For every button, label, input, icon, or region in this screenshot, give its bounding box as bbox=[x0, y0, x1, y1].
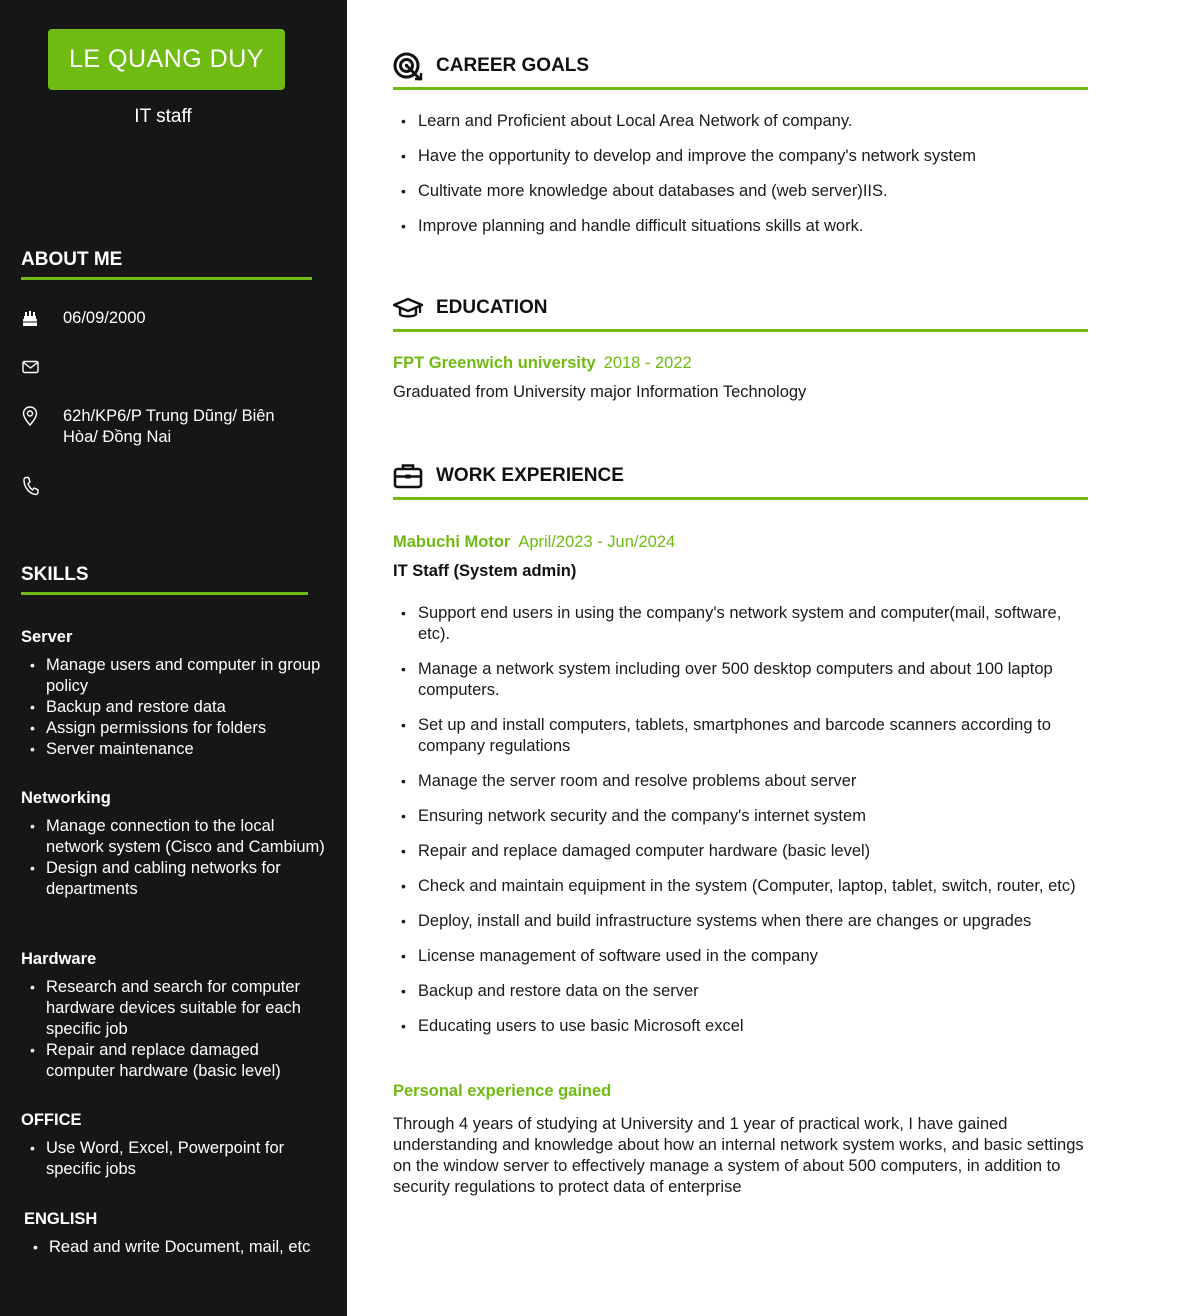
career-goals-header bbox=[393, 44, 1088, 90]
skill-group-title: Hardware bbox=[21, 950, 97, 968]
school-name: FPT Greenwich university bbox=[393, 354, 596, 372]
skills-heading: SKILLS bbox=[21, 564, 89, 585]
skill-item: • Manage users and computer in group policy bbox=[30, 655, 331, 697]
career-goals-title: CAREER GOALS bbox=[436, 54, 590, 76]
education-header bbox=[393, 286, 1088, 332]
cake-icon bbox=[21, 308, 39, 328]
list-item: • Deploy, install and build infrastructure systems when there are changes or upgrades bbox=[401, 911, 1091, 932]
list-item: • Ensuring network security and the company's internet system bbox=[401, 806, 1091, 827]
skill-group-hardware bbox=[21, 949, 331, 1082]
skill-item: • Research and search for computer hardware devices suitable for each specific job bbox=[30, 977, 331, 1040]
graduation-cap-icon bbox=[393, 293, 423, 323]
list-item: • Support end users in using the company's network system and computer(mail, software, etc). bbox=[401, 603, 1091, 645]
list-item: • Improve planning and handle difficult situations skills at work. bbox=[401, 216, 1091, 237]
skill-item: • Read and write Document, mail, etc bbox=[33, 1237, 334, 1258]
list-item: • Educating users to use basic Microsoft excel bbox=[401, 1016, 1091, 1037]
phone-row bbox=[21, 476, 321, 496]
mail-icon bbox=[21, 357, 39, 377]
birthday-text: 06/09/2000 bbox=[63, 309, 146, 327]
birthday-row bbox=[21, 308, 321, 329]
about-divider bbox=[21, 277, 312, 280]
experience-gained-text: Through 4 years of studying at University and 1 year of practical work, I have gained understanding and knowledge about how an internal network system works, and basic settings on the window server to effectively manage a system of about 500 computers, in addition to security regulations to protect data of enterprise bbox=[393, 1115, 1084, 1196]
job-role: IT staff bbox=[134, 106, 192, 127]
skill-item: • Repair and replace damaged computer hardware (basic level) bbox=[30, 1040, 331, 1082]
address-text: 62h/KP6/P Trung Dũng/ Biên Hòa/ Đồng Nai bbox=[63, 407, 275, 446]
list-item: • Manage the server room and resolve problems about server bbox=[401, 771, 1091, 792]
list-item: • Have the opportunity to develop and improve the company's network system bbox=[401, 146, 1091, 167]
skill-item: • Manage connection to the local network system (Cisco and Cambium) bbox=[30, 816, 331, 858]
list-item: • Check and maintain equipment in the system (Computer, laptop, tablet, switch, router, etc) bbox=[401, 876, 1091, 897]
skill-group-title: Networking bbox=[21, 789, 111, 807]
school-line bbox=[393, 354, 692, 373]
about-heading: ABOUT ME bbox=[21, 249, 123, 270]
briefcase-icon bbox=[393, 461, 423, 491]
skill-group-networking bbox=[21, 788, 331, 900]
skill-item: • Backup and restore data bbox=[30, 697, 331, 718]
list-item: • License management of software used in the company bbox=[401, 946, 1091, 967]
skill-group-title: Server bbox=[21, 628, 73, 646]
skill-item: • Use Word, Excel, Powerpoint for specific jobs bbox=[30, 1138, 331, 1180]
education-title: EDUCATION bbox=[436, 296, 548, 318]
list-item: • Learn and Proficient about Local Area Network of company. bbox=[401, 111, 1091, 132]
education-description: Graduated from University major Information Technology bbox=[393, 383, 807, 401]
job-position: IT Staff (System admin) bbox=[393, 562, 577, 580]
sidebar bbox=[0, 0, 347, 1316]
location-pin-icon bbox=[21, 406, 39, 426]
list-item: • Cultivate more knowledge about databases and (web server)IIS. bbox=[401, 181, 1091, 202]
school-years: 2018 - 2022 bbox=[603, 354, 692, 372]
skill-group-title: OFFICE bbox=[21, 1111, 82, 1129]
list-item: • Set up and install computers, tablets, smartphones and barcode scanners according to company regulations bbox=[401, 715, 1091, 757]
skill-item: • Server maintenance bbox=[30, 739, 331, 760]
work-experience-header bbox=[393, 454, 1088, 500]
experience-gained-title: Personal experience gained bbox=[393, 1082, 612, 1100]
skill-group-office bbox=[21, 1110, 331, 1180]
work-period: April/2023 - Jun/2024 bbox=[518, 533, 676, 551]
skill-group-server bbox=[21, 627, 331, 760]
name-banner: LE QUANG DUY bbox=[48, 29, 285, 90]
address-row bbox=[21, 406, 321, 448]
list-item: • Backup and restore data on the server bbox=[401, 981, 1091, 1002]
company-name: Mabuchi Motor bbox=[393, 533, 511, 551]
work-duties-list bbox=[401, 603, 1091, 1051]
list-item: • Repair and replace damaged computer hardware (basic level) bbox=[401, 841, 1091, 862]
work-experience-title: WORK EXPERIENCE bbox=[436, 464, 624, 486]
skill-item: • Assign permissions for folders bbox=[30, 718, 331, 739]
skill-group-english bbox=[24, 1209, 334, 1258]
skill-group-title: ENGLISH bbox=[24, 1210, 98, 1228]
list-item: • Manage a network system including over 500 desktop computers and about 100 laptop computers. bbox=[401, 659, 1091, 701]
target-icon bbox=[393, 51, 423, 81]
skill-item: • Design and cabling networks for departments bbox=[30, 858, 331, 900]
email-row bbox=[21, 357, 321, 377]
career-goals-list bbox=[401, 111, 1091, 251]
skills-divider bbox=[21, 592, 308, 595]
company-line bbox=[393, 533, 675, 552]
phone-icon bbox=[21, 476, 39, 496]
